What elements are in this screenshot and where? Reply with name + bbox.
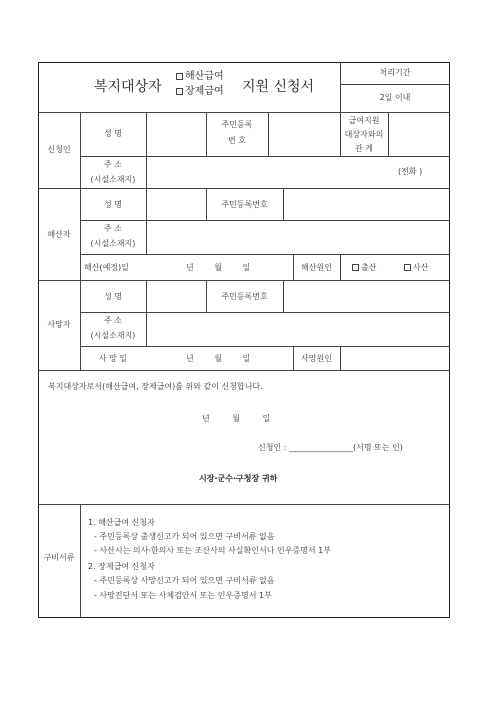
- divider: [38, 504, 450, 505]
- documents-item-1b: - 사산시는 의사·한의사 또는 조산사의 사실확인서나 인우증명서 1부: [94, 546, 331, 555]
- applicant-relation-label: 급여지원 대상자와의 관 계: [344, 116, 384, 153]
- divider: [388, 112, 389, 156]
- divider: [340, 84, 450, 85]
- documents-item-1: 1. 해산급여 신청자: [88, 518, 155, 527]
- application-form: [38, 62, 450, 618]
- applicant-name-label: 성 명: [104, 129, 122, 138]
- divider: [283, 280, 284, 312]
- documents-item-2: 2. 장제급여 신청자: [88, 562, 155, 571]
- divider: [340, 346, 341, 370]
- birth-cause-option-stillbirth: 사산: [404, 263, 428, 273]
- checkbox-funeral-benefit[interactable]: [176, 88, 183, 95]
- death-cause-label: 사망원인: [301, 354, 332, 363]
- divider: [340, 254, 341, 280]
- form-title-option-birth: 해산급여: [176, 71, 224, 83]
- applicant-id-label: 주민등록 번 호: [221, 120, 253, 145]
- form-title-option-funeral: 장제급여: [176, 86, 224, 98]
- death-date-label: 사 망 일: [98, 354, 128, 363]
- checkbox-birth-benefit[interactable]: [176, 73, 183, 80]
- divider: [80, 346, 450, 347]
- documents-section-label: 구비서류: [43, 553, 75, 562]
- applicant-address-label: 주 소 (시설소재지): [90, 160, 136, 184]
- divider: [38, 280, 450, 281]
- checkbox-delivery[interactable]: [352, 264, 359, 271]
- birth-id-label: 주민등록번호: [221, 200, 268, 209]
- divider: [38, 188, 450, 189]
- divider: [146, 280, 147, 346]
- death-id-label: 주민등록번호: [221, 292, 268, 301]
- documents-item-2b: - 사망진단서 또는 사체검안서 또는 인우증명서 1부: [94, 591, 272, 600]
- birth-date-label: 해산(예정)일: [84, 263, 129, 272]
- death-address-label: 주 소 (시설소재지): [90, 316, 136, 340]
- divider: [80, 220, 450, 221]
- divider: [146, 112, 147, 188]
- birth-date-value: 년 월 일: [186, 263, 251, 272]
- processing-period-value: 2일 이내: [379, 93, 411, 102]
- form-title-prefix: 복지대상자: [94, 79, 162, 95]
- divider: [80, 312, 450, 313]
- birth-name-label: 성 명: [104, 200, 122, 209]
- statement-date: 년 월 일: [202, 414, 271, 423]
- applicant-signature-line: 신청인 : ________________(서명 또는 인): [258, 443, 403, 452]
- documents-item-2a: - 주민등록상 사망신고가 되어 있으면 구비서류 없음: [94, 576, 275, 585]
- statement-text: 복지대상자로서(해산급여, 장제급여)를 위와 같이 신청합니다.: [48, 382, 263, 391]
- death-name-label: 성 명: [104, 292, 122, 301]
- divider: [268, 112, 269, 156]
- applicant-phone-label: (전화 ): [398, 167, 423, 176]
- divider: [38, 370, 450, 371]
- form-title-suffix: 지원 신청서: [242, 79, 315, 95]
- documents-item-1a: - 주민등록상 출생신고가 되어 있으면 구비서류 없음: [94, 532, 275, 541]
- birth-address-label: 주 소 (시설소재지): [90, 224, 136, 248]
- checkbox-stillbirth[interactable]: [404, 264, 411, 271]
- birth-section-label: 해산자: [47, 230, 71, 239]
- divider: [80, 504, 81, 618]
- addressee: 시장·군수·구청장 귀하: [199, 474, 278, 483]
- birth-cause-option-delivery: 출산: [352, 263, 376, 273]
- death-section-label: 사망자: [47, 320, 71, 329]
- divider: [80, 156, 450, 157]
- divider: [80, 254, 450, 255]
- processing-period-label: 처리기간: [379, 68, 411, 77]
- applicant-section-label: 신청인: [47, 145, 71, 154]
- death-date-value: 년 월 일: [186, 354, 251, 363]
- birth-cause-label: 해산원인: [301, 263, 332, 272]
- divider: [283, 188, 284, 220]
- divider: [146, 188, 147, 254]
